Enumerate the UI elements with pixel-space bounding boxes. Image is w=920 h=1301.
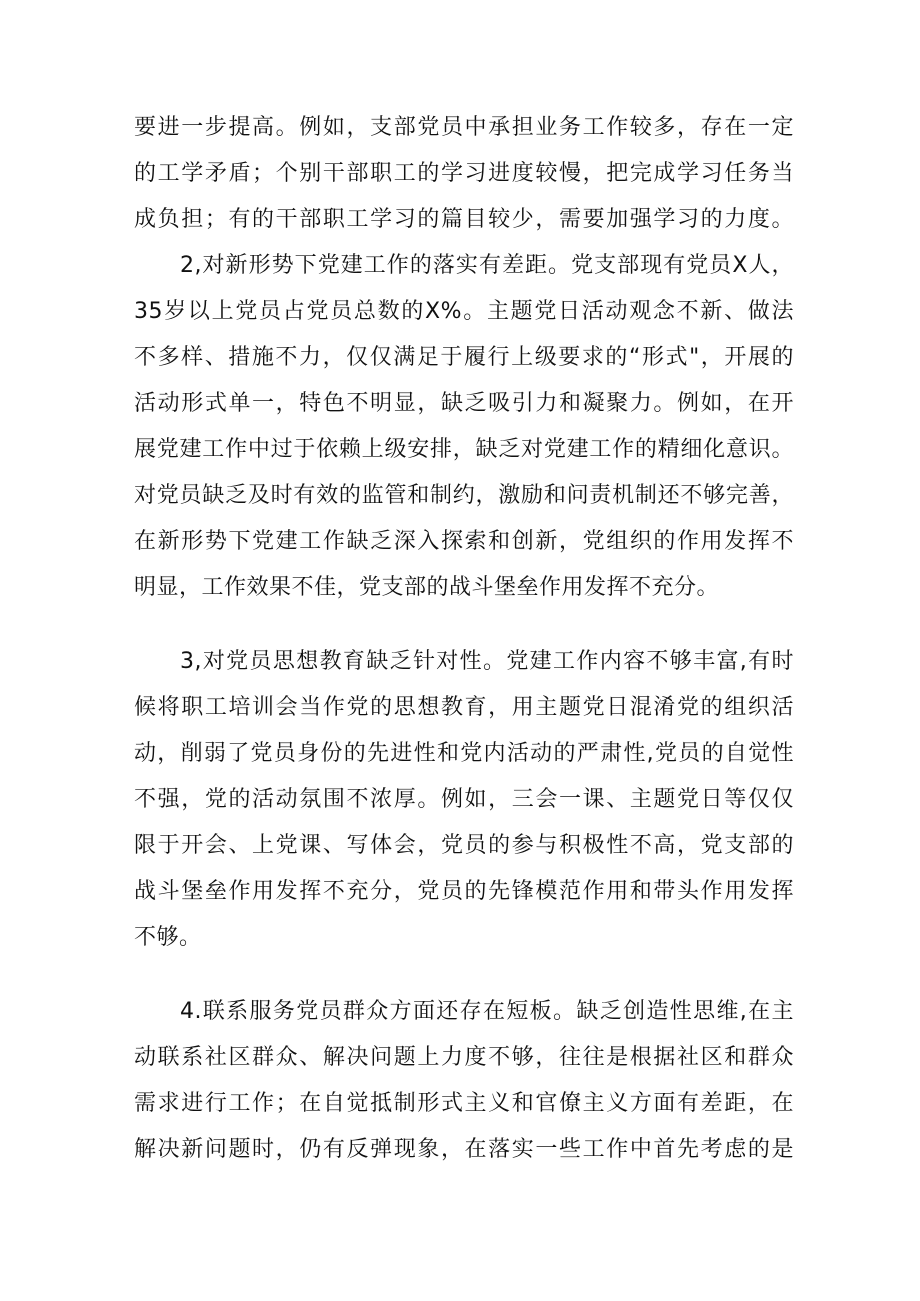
text-line: 限于开会、上党课、写体会，党员的参与积极性不高，党支部的 — [134, 833, 794, 858]
text-line: 4.联系服务党员群众方面还存在短板。缺乏创造性思维,在主 — [180, 999, 794, 1024]
text-line: 要进一步提高。例如，支部党员中承担业务工作较多，存在一定 — [134, 115, 794, 140]
text-line: 成负担；有的干部职工学习的篇目较少，需要加强学习的力度。 — [134, 207, 794, 232]
text-line: 2,对新形势下党建工作的落实有差距。党支部现有党员X人， — [180, 253, 794, 278]
text-line: 动，削弱了党员身份的先进性和党内活动的严肃性,党员的自觉性 — [134, 741, 794, 766]
text-line: 不多样、措施不力，仅仅满足于履行上级要求的“形式"，开展的 — [134, 345, 794, 370]
text-line: 明显，工作效果不佳，党支部的战斗堡垒作用发挥不充分。 — [134, 575, 720, 600]
text-line: 的工学矛盾；个别干部职工的学习进度较慢，把完成学习任务当 — [134, 161, 794, 186]
text-line: 不强，党的活动氛围不浓厚。例如，三会一课、主题党日等仅仅 — [134, 787, 794, 812]
text-line: 解决新问题时，仍有反弹现象，在落实一些工作中首先考虑的是 — [134, 1137, 794, 1162]
text-line: 在新形势下党建工作缺乏深入探索和创新，党组织的作用发挥不 — [134, 529, 794, 554]
text-line: 需求进行工作；在自觉抵制形式主义和官僚主义方面有差距，在 — [134, 1091, 794, 1116]
text-line: 候将职工培训会当作党的思想教育，用主题党日混淆党的组织活 — [134, 695, 794, 720]
text-line: 展党建工作中过于依赖上级安排，缺乏对党建工作的精细化意识。 — [134, 437, 794, 462]
text-line: 动联系社区群众、解决问题上力度不够，往往是根据社区和群众 — [134, 1045, 794, 1070]
text-line: 35岁以上党员占党员总数的X%。主题党日活动观念不新、做法 — [134, 299, 794, 324]
text-line: 战斗堡垒作用发挥不充分，党员的先锋模范作用和带头作用发挥 — [134, 879, 794, 904]
text-line: 3,对党员思想教育缺乏针对性。党建工作内容不够丰富,有时 — [180, 649, 794, 674]
text-line: 活动形式单一，特色不明显，缺乏吸引力和凝聚力。例如，在开 — [134, 391, 794, 416]
text-line: 对党员缺乏及时有效的监管和制约，激励和问责机制还不够完善， — [134, 483, 794, 508]
text-line: 不够。 — [134, 925, 202, 950]
